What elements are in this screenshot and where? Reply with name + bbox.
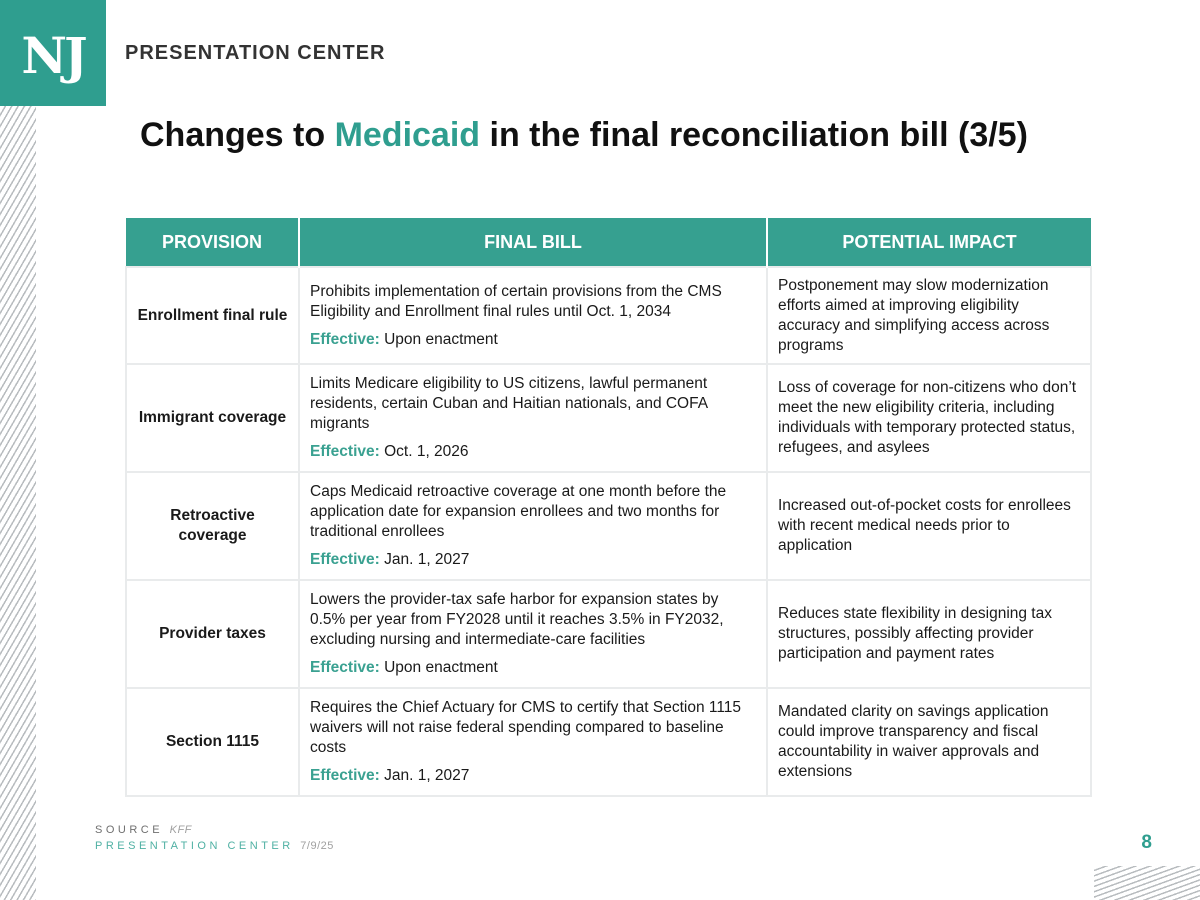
provisions-table bbox=[125, 218, 1092, 797]
effective-line bbox=[310, 330, 756, 350]
effective-date: Jan. 1, 2027 bbox=[384, 551, 470, 568]
bill-description: Caps Medicaid retroactive coverage at one month before the application date for expansion enrollees and two months for traditional enrollees bbox=[310, 483, 727, 540]
table-row bbox=[126, 472, 1091, 580]
effective-label: Effective: bbox=[310, 767, 380, 784]
impact-cell: Increased out-of-pocket costs for enrollees with recent medical needs prior to application bbox=[767, 472, 1091, 580]
title-accent: Medicaid bbox=[334, 116, 481, 154]
effective-date: Upon enactment bbox=[384, 330, 498, 348]
source-value: KFF bbox=[169, 824, 192, 836]
effective-label: Effective: bbox=[310, 443, 380, 460]
bill-description: Lowers the provider-tax safe harbor for expansion states by 0.5% per year from FY2028 until it reaches 3.5% in FY2032, excluding nursing and intermediate-care facilities bbox=[310, 591, 724, 648]
table-row bbox=[126, 267, 1091, 364]
title-prefix: Changes to bbox=[140, 116, 335, 154]
effective-label: Effective: bbox=[310, 551, 380, 568]
page-number: 8 bbox=[1141, 832, 1152, 853]
footer-presentation-center bbox=[95, 840, 334, 852]
final-bill-cell bbox=[299, 580, 767, 688]
footer-source bbox=[95, 824, 192, 836]
column-header-final-bill: FINAL BILL bbox=[299, 218, 767, 267]
provision-cell: Section 1115 bbox=[126, 688, 299, 796]
provision-cell: Enrollment final rule bbox=[126, 267, 299, 364]
final-bill-cell bbox=[299, 472, 767, 580]
bill-description: Requires the Chief Actuary for CMS to certify that Section 1115 waivers will not raise federal spending compared to baseline costs bbox=[310, 699, 742, 756]
table-row bbox=[126, 688, 1091, 796]
impact-cell: Mandated clarity on savings application could improve transparency and fiscal accountability in waiver approvals and extensions bbox=[767, 688, 1091, 796]
effective-label: Effective: bbox=[310, 659, 380, 676]
impact-cell: Postponement may slow modernization efforts aimed at improving eligibility accuracy and simplifying access across programs bbox=[767, 267, 1091, 364]
source-label: SOURCE bbox=[95, 824, 164, 836]
effective-label: Effective: bbox=[310, 330, 380, 348]
effective-line bbox=[310, 766, 756, 786]
effective-line bbox=[310, 550, 756, 570]
decorative-hatch-left bbox=[0, 106, 36, 900]
title-suffix: in the final reconciliation bill (3/5) bbox=[480, 116, 1028, 154]
footer-center-label: PRESENTATION CENTER bbox=[95, 840, 294, 852]
effective-line bbox=[310, 658, 756, 678]
column-header-provision: PROVISION bbox=[126, 218, 299, 267]
table-header-row bbox=[126, 218, 1091, 267]
provision-cell: Retroactive coverage bbox=[126, 472, 299, 580]
impact-cell: Reduces state flexibility in designing tax structures, possibly affecting provider participation and payment rates bbox=[767, 580, 1091, 688]
final-bill-cell bbox=[299, 364, 767, 472]
provision-cell: Immigrant coverage bbox=[126, 364, 299, 472]
header-label: PRESENTATION CENTER bbox=[125, 42, 386, 64]
impact-cell: Loss of coverage for non-citizens who don’t meet the new eligibility criteria, including individuals with temporary protected status, refugees, and asylees bbox=[767, 364, 1091, 472]
slide-title bbox=[140, 116, 1100, 154]
effective-date: Jan. 1, 2027 bbox=[384, 767, 470, 784]
logo-text: NJ bbox=[21, 25, 85, 85]
footer-date: 7/9/25 bbox=[300, 840, 334, 852]
effective-date: Upon enactment bbox=[384, 659, 498, 676]
table-row bbox=[126, 364, 1091, 472]
effective-line bbox=[310, 442, 756, 462]
final-bill-cell bbox=[299, 688, 767, 796]
bill-description: Prohibits implementation of certain provisions from the CMS Eligibility and Enrollment final rules until Oct. 1, 2034 bbox=[310, 282, 722, 320]
nj-logo bbox=[0, 0, 106, 106]
effective-date: Oct. 1, 2026 bbox=[384, 443, 469, 460]
column-header-potential-impact: POTENTIAL IMPACT bbox=[767, 218, 1091, 267]
decorative-hatch-bottom-right bbox=[1094, 866, 1200, 900]
provision-cell: Provider taxes bbox=[126, 580, 299, 688]
table-row bbox=[126, 580, 1091, 688]
bill-description: Limits Medicare eligibility to US citizens, lawful permanent residents, certain Cuban and Haitian nationals, and COFA migrants bbox=[310, 375, 708, 432]
final-bill-cell bbox=[299, 267, 767, 364]
